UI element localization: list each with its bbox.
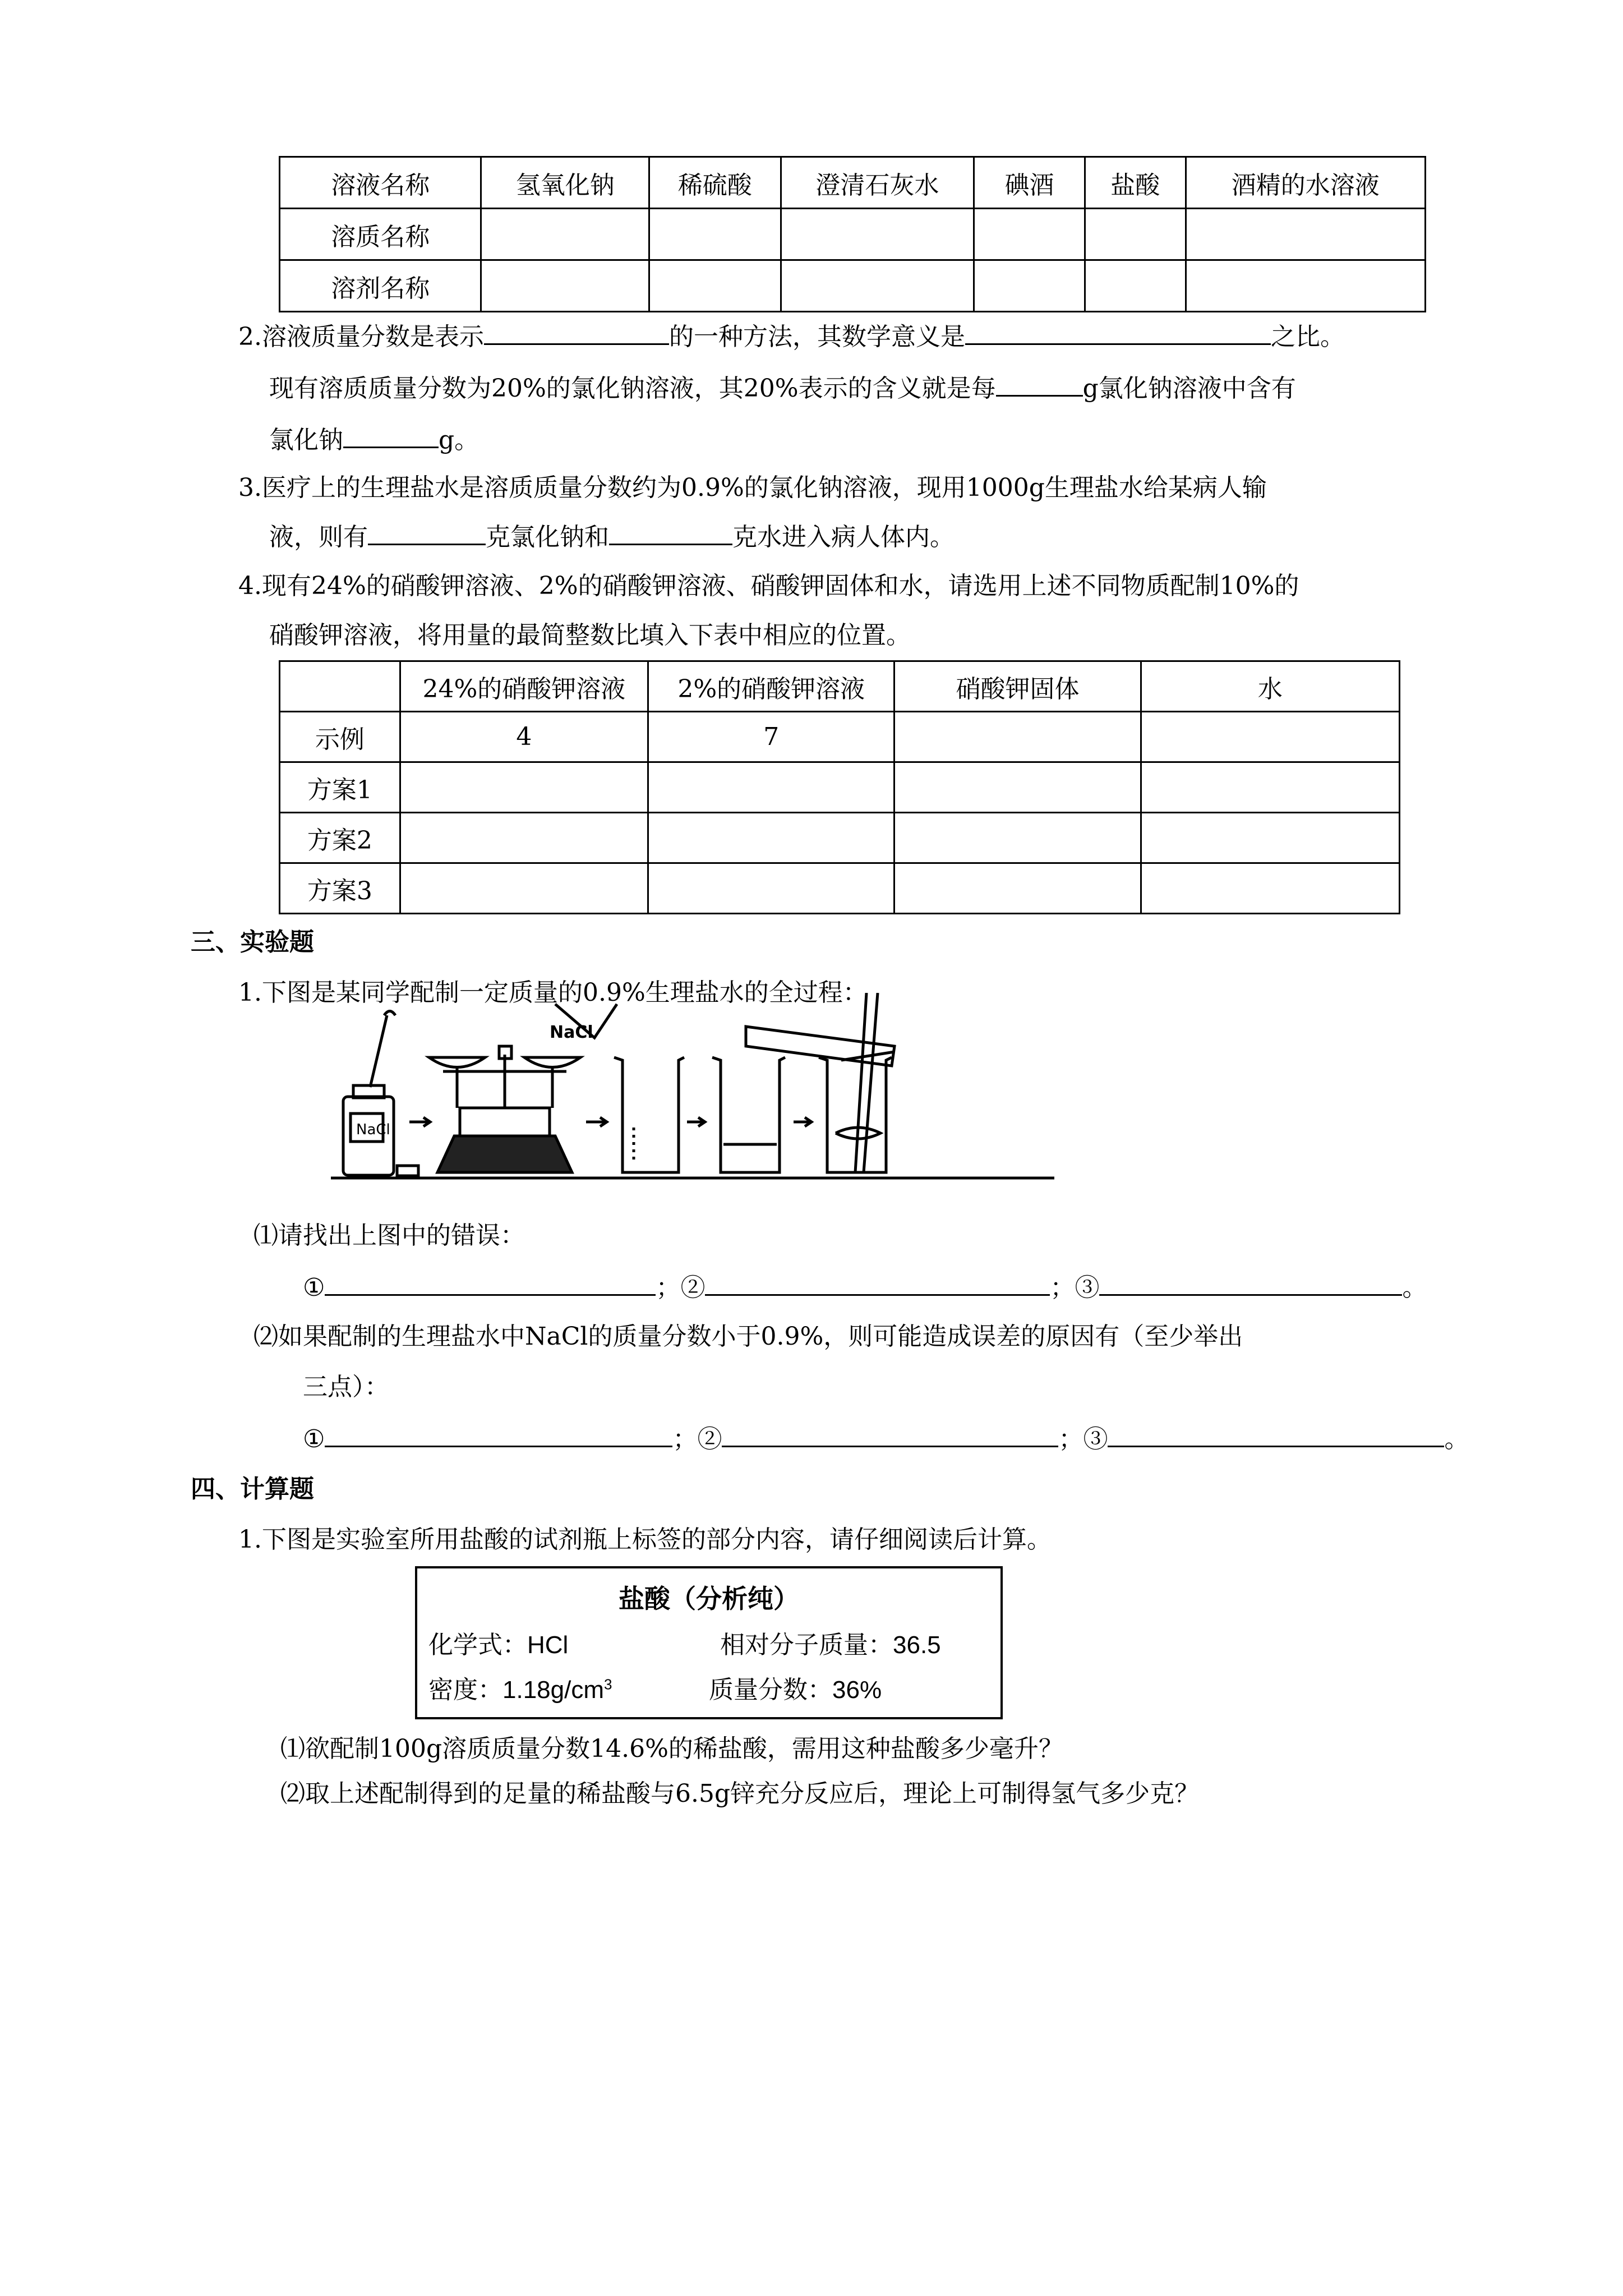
balance-scale-icon xyxy=(429,1046,580,1172)
header-cell xyxy=(280,661,400,712)
formula-text: 化学式：HCl xyxy=(428,1631,569,1659)
scale-label: NaCl xyxy=(550,1023,593,1042)
section-4-question-1: 1.下图是实验室所用盐酸的试剂瓶上标签的部分内容，请仔细阅读后计算。 xyxy=(238,1525,1052,1554)
beaker-with-cylinder-icon xyxy=(712,1027,895,1172)
bottle-stopper-icon xyxy=(397,1166,418,1176)
arrow-icon xyxy=(586,1117,607,1126)
question-2-line-2: 现有溶质质量分数为20%的氯化钠溶液，其20%表示的含义就是每 g氯化钠溶液中含有 xyxy=(269,370,1296,406)
answer-cell[interactable] xyxy=(781,209,974,260)
answer-cell[interactable] xyxy=(1141,813,1399,863)
answer-cell[interactable] xyxy=(1141,712,1399,762)
question-2-line-1: 2.溶液质量分数是表示 的一种方法，其数学意义是 之比。 xyxy=(238,319,1345,354)
header-cell: 2%的硝酸钾溶液 xyxy=(648,661,895,712)
question-2-line-3: 氯化钠 g。 xyxy=(269,422,479,457)
answer-blank[interactable] xyxy=(965,319,1271,345)
row-label: 溶剂名称 xyxy=(280,260,481,312)
answer-cell[interactable] xyxy=(400,762,648,813)
arrow-icon xyxy=(687,1117,705,1126)
mass-fraction-text: 质量分数：36% xyxy=(709,1676,882,1704)
section-4-part-2: ⑵取上述配制得到的足量的稀盐酸与6.5g锌充分反应后，理论上可制得氢气多少克？ xyxy=(280,1779,1200,1808)
header-cell: 硝酸钾固体 xyxy=(895,661,1141,712)
answer-cell[interactable] xyxy=(400,813,648,863)
section-4-title: 四、计算题 xyxy=(191,1475,314,1503)
answer-cell[interactable] xyxy=(974,209,1085,260)
answer-blank[interactable] xyxy=(484,319,669,345)
header-cell: 碘酒 xyxy=(974,157,1085,209)
answer-cell[interactable] xyxy=(481,209,649,260)
answer-cell[interactable] xyxy=(895,762,1141,813)
answer-cell[interactable] xyxy=(1186,260,1425,312)
stirring-beaker-icon xyxy=(819,993,895,1172)
arrow-icon xyxy=(794,1117,811,1126)
answer-blank[interactable] xyxy=(368,519,486,545)
answer-cell[interactable] xyxy=(895,863,1141,914)
molecular-mass-text: 相对分子质量：36.5 xyxy=(720,1631,941,1659)
answer-cell[interactable] xyxy=(648,863,895,914)
beaker-icon xyxy=(614,1057,684,1172)
answer-blank[interactable] xyxy=(1108,1421,1444,1447)
answer-cell[interactable] xyxy=(649,260,781,312)
row-label: 方案1 xyxy=(280,762,400,813)
potassium-nitrate-table xyxy=(279,660,1400,914)
answer-blank[interactable] xyxy=(609,519,732,545)
row-label: 方案2 xyxy=(280,813,400,863)
section-3-part-1-answers: ① ；② ；③ 。 xyxy=(303,1269,1427,1305)
answer-cell[interactable] xyxy=(1141,762,1399,813)
solution-table xyxy=(279,156,1426,312)
answer-cell[interactable] xyxy=(649,209,781,260)
bottle-label: NaCl xyxy=(356,1121,390,1138)
answer-blank[interactable] xyxy=(325,1269,656,1296)
answer-cell[interactable] xyxy=(481,260,649,312)
arrow-icon xyxy=(409,1117,430,1126)
answer-cell[interactable] xyxy=(648,762,895,813)
answer-blank[interactable] xyxy=(705,1269,1050,1296)
reagent-label-box xyxy=(415,1566,1003,1719)
question-3-line-2: 液，则有 克氯化钠和 克水进入病人体内。 xyxy=(269,519,955,554)
reagent-label-title: 盐酸（分析纯） xyxy=(619,1584,799,1614)
header-cell: 氢氧化钠 xyxy=(481,157,649,209)
header-cell: 澄清石灰水 xyxy=(781,157,974,209)
salt-solution-preparation-figure xyxy=(331,993,1060,1189)
answer-cell[interactable] xyxy=(781,260,974,312)
table-cell: 4 xyxy=(400,712,648,762)
question-4-line-2: 硝酸钾溶液，将用量的最简整数比填入下表中相应的位置。 xyxy=(269,621,911,650)
section-3-title: 三、实验题 xyxy=(191,928,314,956)
answer-cell[interactable] xyxy=(1141,863,1399,914)
table-cell: 7 xyxy=(648,712,895,762)
answer-cell[interactable] xyxy=(648,813,895,863)
answer-blank[interactable] xyxy=(722,1421,1058,1447)
question-4-line-1: 4.现有24%的硝酸钾溶液、2%的硝酸钾溶液、硝酸钾固体和水，请选用上述不同物质配制10%的 xyxy=(238,572,1299,600)
header-cell: 溶液名称 xyxy=(280,157,481,209)
answer-cell[interactable] xyxy=(895,712,1141,762)
header-cell: 酒精的水溶液 xyxy=(1186,157,1425,209)
section-3-question-1: 1.下图是某同学配制一定质量的0.9%生理盐水的全过程： xyxy=(238,978,868,1007)
answer-cell[interactable] xyxy=(1085,209,1186,260)
row-label: 溶质名称 xyxy=(280,209,481,260)
row-label: 方案3 xyxy=(280,863,400,914)
section-3-part-2-cont: 三点）： xyxy=(303,1373,389,1401)
answer-cell[interactable] xyxy=(974,260,1085,312)
answer-blank[interactable] xyxy=(996,370,1083,397)
answer-blank[interactable] xyxy=(325,1421,672,1447)
section-3-part-2: ⑵如果配制的生理盐水中NaCl的质量分数小于0.9%，则可能造成误差的原因有（至少举出 xyxy=(253,1322,1243,1351)
reagent-bottle-icon xyxy=(343,1011,395,1176)
section-3-part-1: ⑴请找出上图中的错误： xyxy=(253,1221,525,1250)
answer-cell[interactable] xyxy=(895,813,1141,863)
section-3-part-2-answers: ① ；② ；③ 。 xyxy=(303,1421,1469,1456)
answer-cell[interactable] xyxy=(1085,260,1186,312)
section-4-part-1: ⑴欲配制100g溶质质量分数14.6%的稀盐酸，需用这种盐酸多少毫升？ xyxy=(280,1734,1063,1763)
answer-blank[interactable] xyxy=(343,422,439,448)
answer-blank[interactable] xyxy=(1099,1269,1402,1296)
question-3-line-1: 3.医疗上的生理盐水是溶质质量分数约为0.9%的氯化钠溶液，现用1000g生理盐水给某病人输 xyxy=(238,473,1267,502)
header-cell: 24%的硝酸钾溶液 xyxy=(400,661,648,712)
row-label: 示例 xyxy=(280,712,400,762)
density-text: 密度：$1.18g/cm^3$ xyxy=(428,1676,612,1704)
header-cell: 盐酸 xyxy=(1085,157,1186,209)
header-cell: 稀硫酸 xyxy=(649,157,781,209)
answer-cell[interactable] xyxy=(1186,209,1425,260)
answer-cell[interactable] xyxy=(400,863,648,914)
header-cell: 水 xyxy=(1141,661,1399,712)
